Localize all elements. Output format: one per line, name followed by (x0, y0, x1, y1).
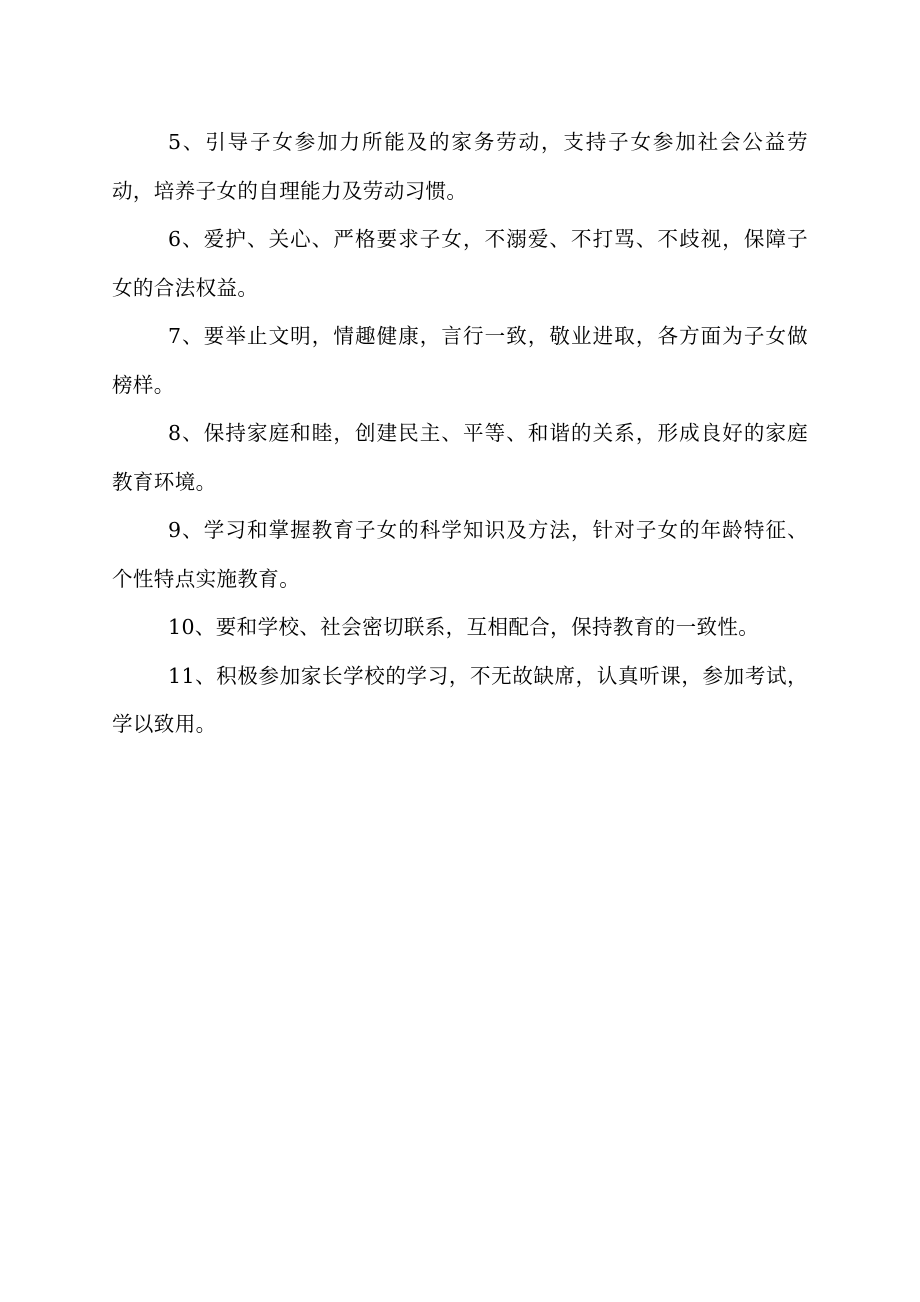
paragraph-item-9: 9、学习和掌握教育子女的科学知识及方法，针对子女的年龄特征、个性特点实施教育。 (112, 518, 808, 591)
paragraph-item-7: 7、要举止文明，情趣健康，言行一致，敬业进取，各方面为子女做榜样。 (112, 324, 808, 397)
paragraph-item-6: 6、爱护、关心、严格要求子女，不溺爱、不打骂、不歧视，保障子女的合法权益。 (112, 227, 808, 300)
paragraph-item-11: 11、积极参加家长学校的学习，不无故缺席，认真听课，参加考试，学以致用。 (112, 663, 808, 736)
paragraph-item-8: 8、保持家庭和睦，创建民主、平等、和谐的关系，形成良好的家庭教育环境。 (112, 421, 808, 494)
paragraph-item-10: 10、要和学校、社会密切联系，互相配合，保持教育的一致性。 (168, 615, 760, 639)
paragraph-item-5: 5、引导子女参加力所能及的家务劳动，支持子女参加社会公益劳动，培养子女的自理能力及劳动习惯。 (112, 130, 808, 203)
document-body (112, 118, 808, 749)
